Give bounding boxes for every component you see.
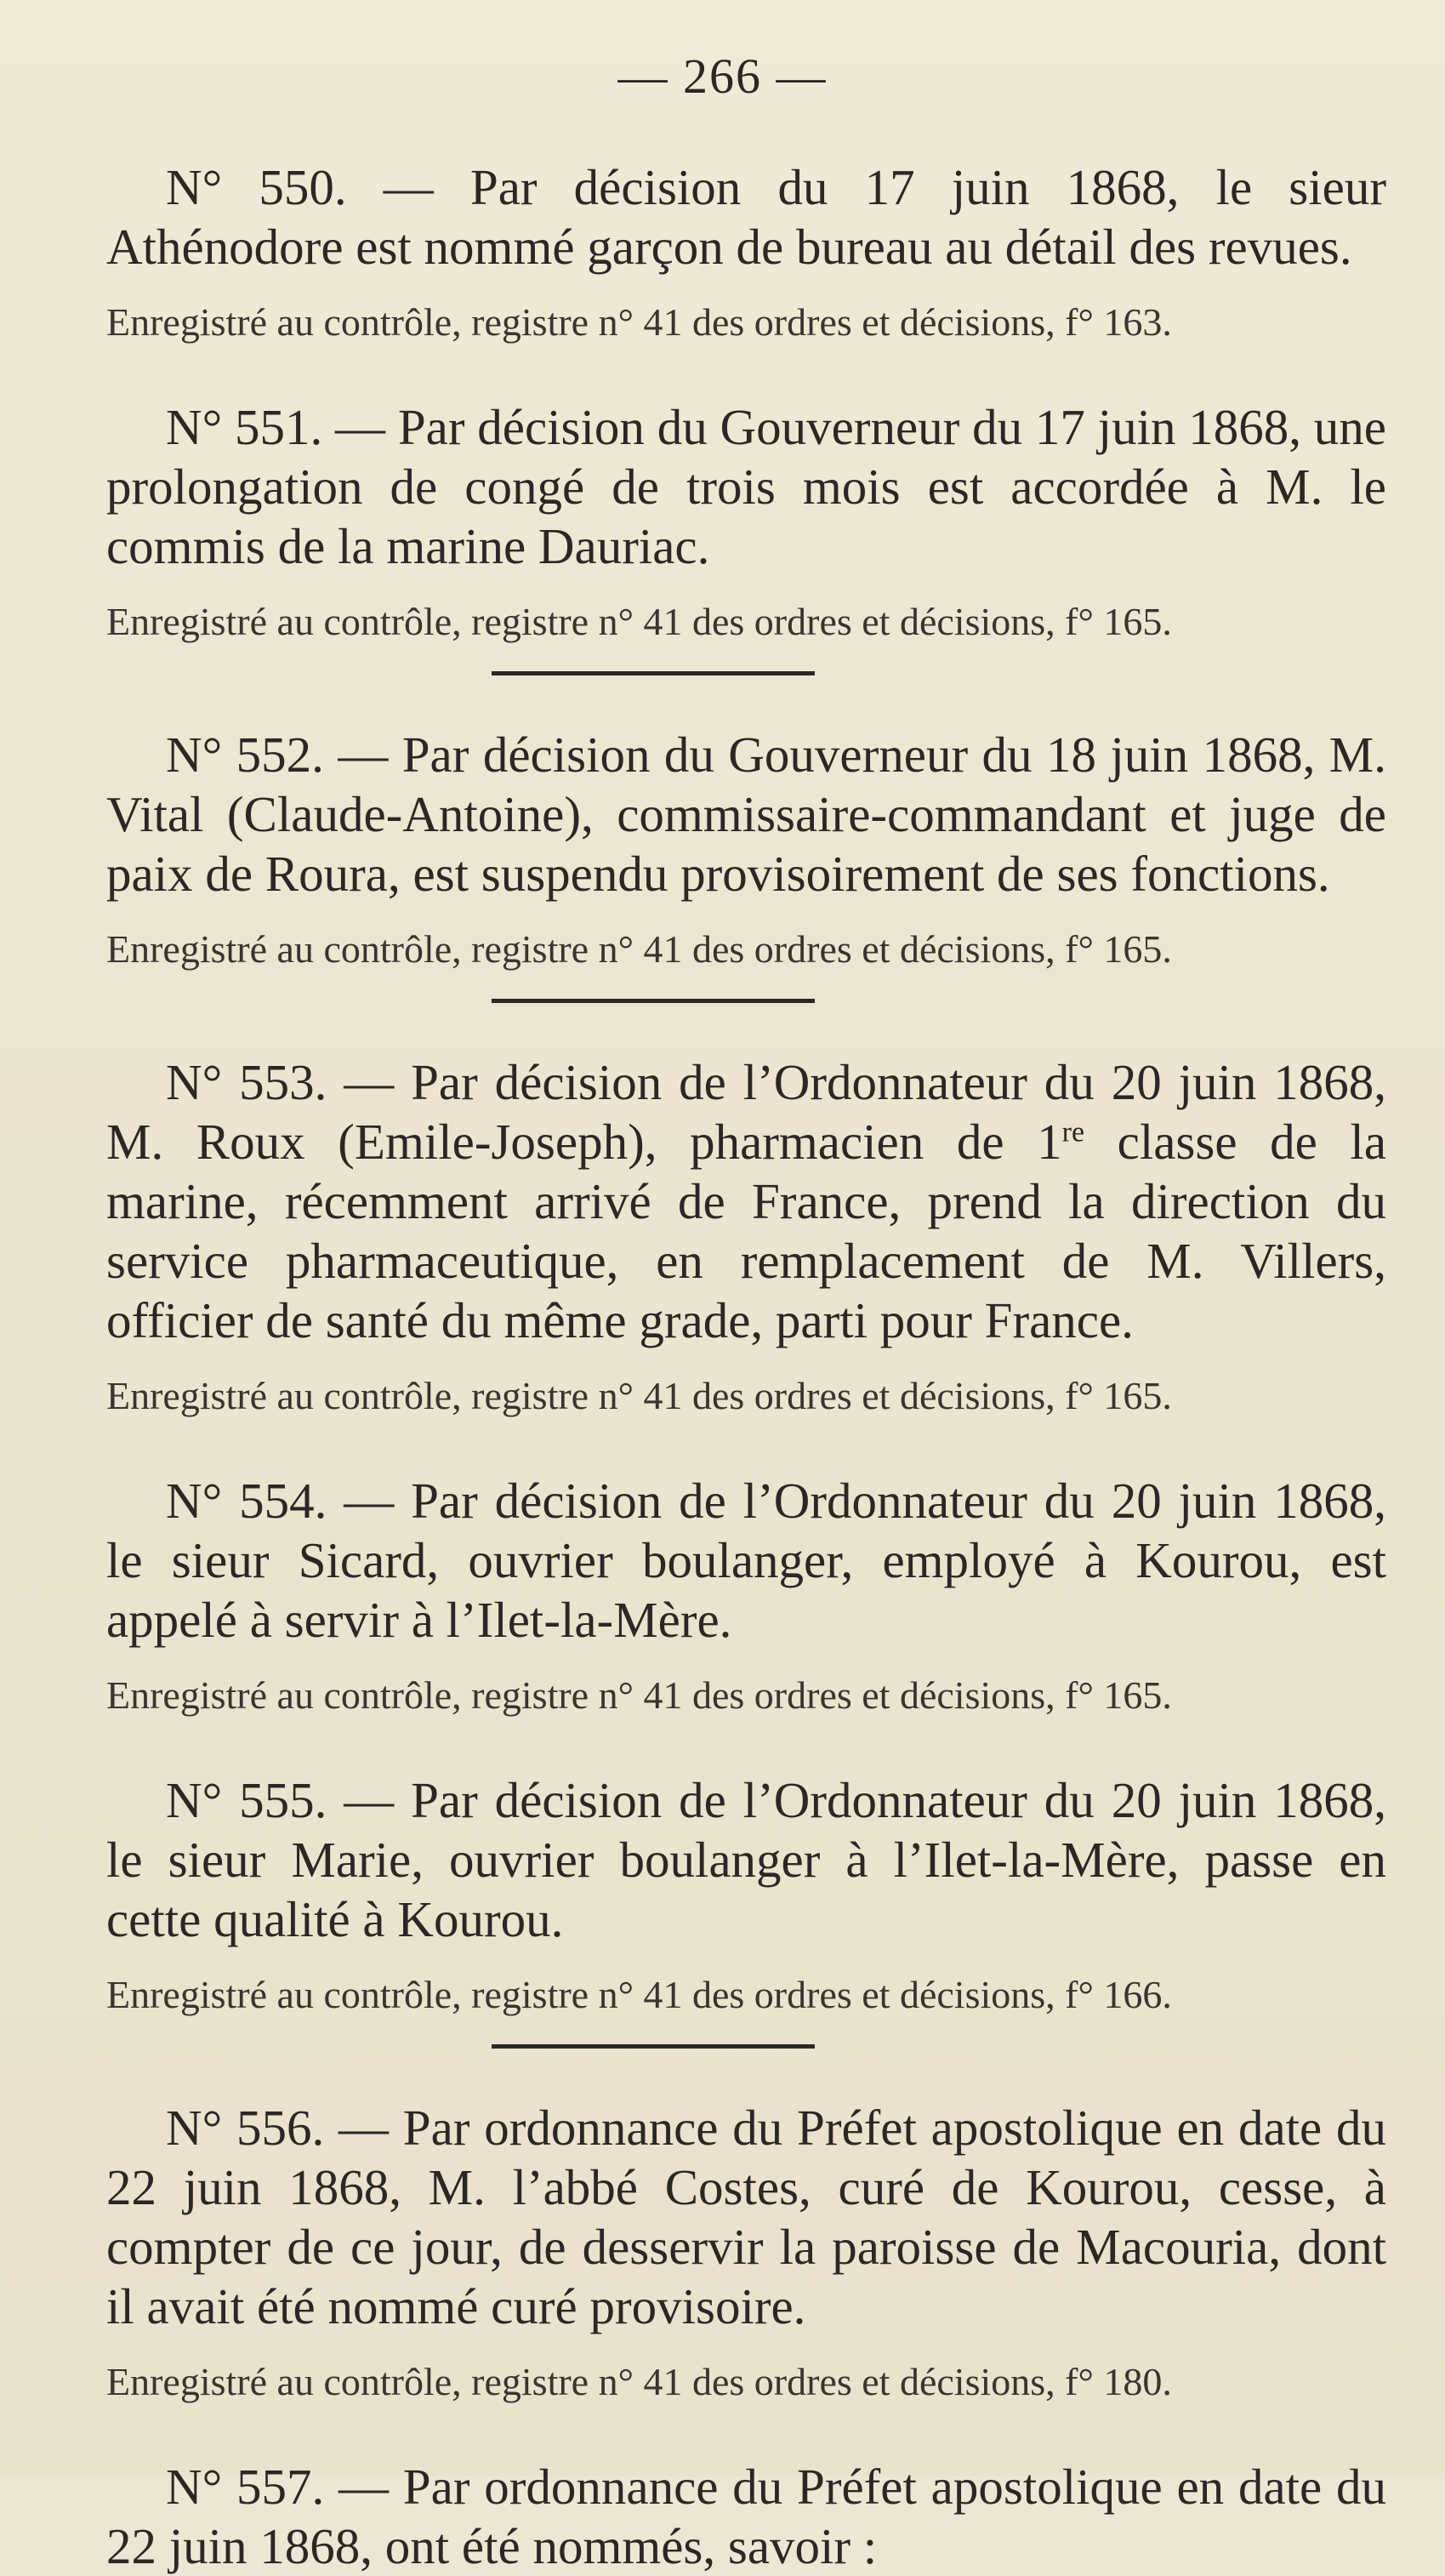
registration-note: Enregistré au contrôle, registre n° 41 des ordres et décisions, f° 166. <box>106 1973 1172 2016</box>
registration-note: Enregistré au contrôle, registre n° 41 des ordres et décisions, f° 165. <box>106 600 1172 643</box>
entry-text: N° 557. — Par ordonnance du Préfet apostolique en date du 22 juin 1868, ont été nommés, savoir : <box>106 2459 1386 2574</box>
spacer <box>106 346 1386 397</box>
entry-text-part: classe de la marine, récemment arrivé de France, prend la direction du service pharmaceutique, en remplacement de M. Villers, officier de santé du même grade, parti pour France. <box>106 1114 1387 1348</box>
registration-note: Enregistré au contrôle, registre n° 41 des ordres et décisions, f° 163. <box>106 300 1172 344</box>
registration-note: Enregistré au contrôle, registre n° 41 des ordres et décisions, f° 165. <box>106 1374 1172 1417</box>
separator-rule <box>492 2044 815 2049</box>
entry-text <box>106 1052 1386 1350</box>
entry-554 <box>106 1471 1386 1719</box>
separator-rule <box>492 671 815 675</box>
entry-553 <box>106 1052 1386 1420</box>
spacer <box>106 1420 1386 1471</box>
spacer <box>106 646 1386 671</box>
entry-550 <box>106 157 1386 346</box>
registration-note: Enregistré au contrôle, registre n° 41 des ordres et décisions, f° 180. <box>106 2360 1172 2403</box>
registration-note: Enregistré au contrôle, registre n° 41 des ordres et décisions, f° 165. <box>106 1673 1172 1717</box>
spacer <box>106 973 1386 999</box>
entry-556 <box>106 2098 1386 2406</box>
entry-557 <box>106 2457 1386 2576</box>
entry-text: N° 551. — Par décision du Gouverneur du 17 juin 1868, une prolongation de congé de trois mois est accordée à M. le commis de la marine Dauriac. <box>106 399 1386 574</box>
entry-555 <box>106 1770 1386 2019</box>
entry-text: N° 554. — Par décision de l’Ordonnateur du 20 juin 1868, le sieur Sicard, ouvrier boulanger, employé à Kourou, est appelé à servir à l’Ilet-la-Mère. <box>106 1473 1386 1648</box>
entry-text: N° 556. — Par ordonnance du Préfet apostolique en date du 22 juin 1868, M. l’abbé Costes, curé de Kourou, cesse, à compter de ce jour, de desservir la paroisse de Macouria, dont il avait été nommé curé provisoire. <box>106 2100 1386 2334</box>
spacer <box>106 2019 1386 2044</box>
spacer <box>106 2406 1386 2457</box>
entry-text: N° 552. — Par décision du Gouverneur du 18 juin 1868, M. Vital (Claude-Antoine), commissaire-commandant et juge de paix de Roura, est suspendu provisoirement de ses fonctions. <box>106 727 1386 902</box>
entry-text: N° 555. — Par décision de l’Ordonnateur du 20 juin 1868, le sieur Marie, ouvrier boulanger à l’Ilet-la-Mère, passe en cette qualité à Kourou. <box>106 1772 1386 1947</box>
entry-text: N° 550. — Par décision du 17 juin 1868, le sieur Athénodore est nommé garçon de bureau au détail des revues. <box>106 159 1386 275</box>
separator-rule <box>492 999 815 1003</box>
page-number: — 266 — <box>617 48 828 104</box>
ordinal-superscript: re <box>1061 1116 1085 1148</box>
entry-text-part: N° 553. — Par décision de l’Ordonnateur du 20 juin 1868, M. Roux (Emile-Joseph), pharmacien de 1 <box>106 1054 1386 1170</box>
page-content <box>106 157 1386 2576</box>
spacer <box>106 1719 1386 1770</box>
registration-note: Enregistré au contrôle, registre n° 41 des ordres et décisions, f° 165. <box>106 927 1172 971</box>
entry-552 <box>106 725 1386 973</box>
entry-551 <box>106 397 1386 646</box>
